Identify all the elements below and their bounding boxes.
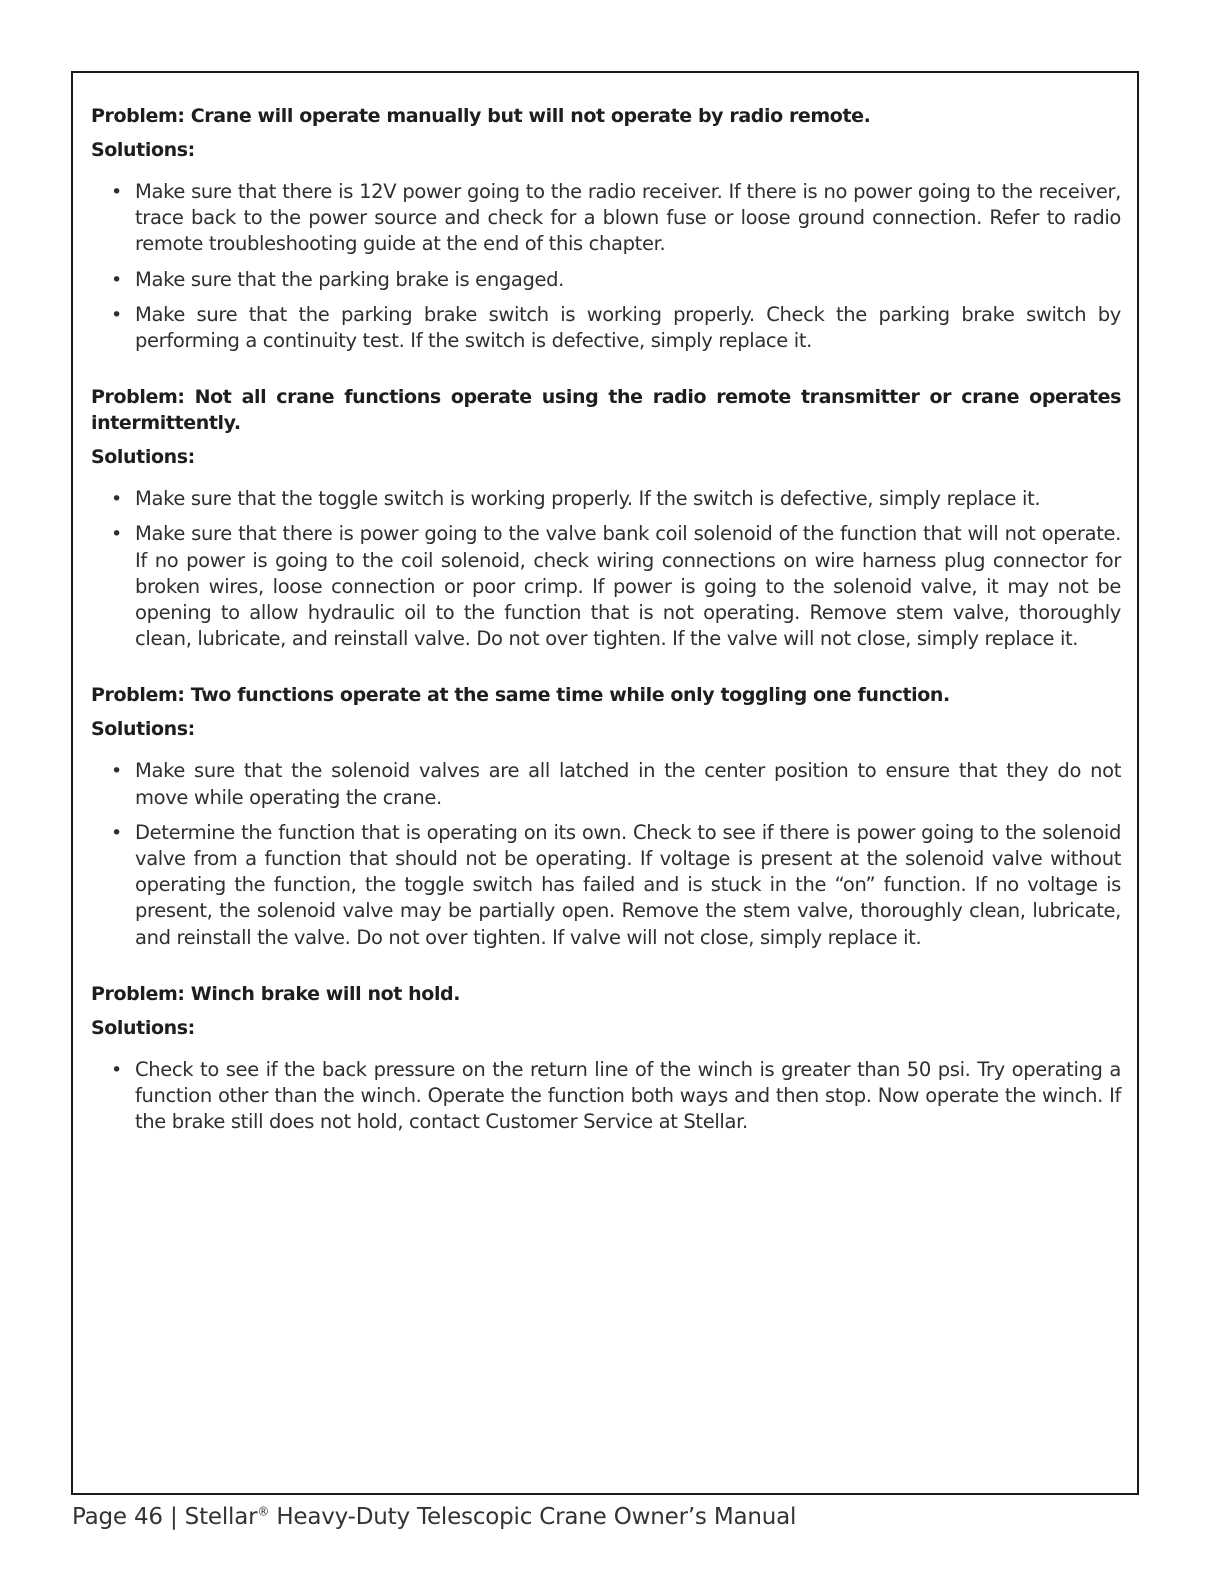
list-item bbox=[91, 302, 1121, 354]
solutions-list bbox=[91, 758, 1121, 950]
bullet-icon: • bbox=[111, 488, 122, 511]
bullet-icon: • bbox=[111, 760, 122, 783]
solutions-label: Solutions: bbox=[91, 139, 195, 161]
problem-section-1 bbox=[91, 103, 1121, 354]
list-item-text: Make sure that the parking brake switch is working properly. Check the parking brake switch by performing a continuity test. If the switch is defective, simply replace it. bbox=[135, 302, 1121, 353]
footer-separator: | bbox=[169, 1504, 178, 1530]
solutions-label: Solutions: bbox=[91, 718, 195, 741]
problem-heading: Problem: Winch brake will not hold. bbox=[91, 982, 461, 1005]
bullet-icon: • bbox=[111, 523, 122, 546]
list-item bbox=[91, 486, 1121, 512]
solutions-label: Solutions: bbox=[91, 446, 195, 469]
solutions-label: Solutions: bbox=[91, 1016, 195, 1039]
brand-name: Stellar bbox=[184, 1504, 258, 1530]
list-item bbox=[91, 267, 1121, 293]
bullet-icon: • bbox=[111, 821, 122, 844]
problem-heading: Problem: Crane will operate manually but will not operate by radio remote. bbox=[91, 105, 871, 127]
list-item-text: Make sure that the solenoid valves are all latched in the center position to ensure that they do not move while operating the crane. bbox=[135, 759, 1121, 809]
bullet-icon: • bbox=[111, 268, 122, 291]
page-footer bbox=[72, 1504, 796, 1530]
list-item-text: Make sure that there is power going to the valve bank coil solenoid of the function that will not operate. If no power is going to the coil solenoid, check wiring connections on wire harness plug connector for broken wires, loose connection or poor crimp. If power is going to the solenoid valve, it may not be opening to allow hydraulic oil to the function that is not operating. Remove stem valve, thoroughly clean, lubricate, and reinstall valve. Do not over tighten. If the valve will not close, simply replace it. bbox=[135, 522, 1121, 651]
manual-title: Heavy-Duty Telescopic Crane Owner’s Manual bbox=[276, 1504, 797, 1530]
bullet-icon: • bbox=[111, 181, 122, 203]
list-item bbox=[91, 820, 1121, 951]
problem-section-3 bbox=[91, 682, 1121, 950]
list-item-text: Check to see if the back pressure on the return line of the winch is greater than 50 psi. Try operating a function other than the winch. Operate the function both ways and then stop. Now operate the winch. If the brake still does not hold, contact Customer Service at Stellar. bbox=[135, 1057, 1121, 1134]
problem-section-2 bbox=[91, 384, 1121, 652]
problem-heading: Problem: Not all crane functions operate using the radio remote transmitter or crane operates intermittently. bbox=[91, 386, 1121, 435]
registered-mark: ® bbox=[257, 1504, 270, 1519]
list-item-text: Determine the function that is operating on its own. Check to see if there is power going to the solenoid valve from a function that should not be operating. If voltage is present at the solenoid valve without operating the function, the toggle switch has failed and is stuck in the “on” function. If no voltage is present, the solenoid valve may be partially open. Remove the stem valve, thoroughly clean, lubricate, and reinstall the valve. Do not over tighten. If valve will not close, simply replace it. bbox=[135, 820, 1121, 949]
list-item bbox=[91, 521, 1121, 652]
page-number: Page 46 bbox=[72, 1504, 163, 1530]
troubleshooting-content bbox=[91, 103, 1121, 1165]
list-item bbox=[91, 179, 1121, 258]
bullet-icon: • bbox=[111, 303, 122, 326]
solutions-list bbox=[91, 486, 1121, 652]
problem-section-4 bbox=[91, 981, 1121, 1136]
list-item-text: Make sure that the parking brake is engaged. bbox=[135, 267, 565, 291]
solutions-list bbox=[91, 179, 1121, 354]
list-item bbox=[91, 758, 1121, 810]
list-item-text: Make sure that there is 12V power going to the radio receiver. If there is no power going to the receiver, trace back to the power source and check for a blown fuse or loose ground connection. Refer to radio remote troubleshooting guide at the end of this chapter. bbox=[135, 180, 1121, 256]
list-item bbox=[91, 1057, 1121, 1136]
solutions-list bbox=[91, 1057, 1121, 1136]
list-item-text: Make sure that the toggle switch is working properly. If the switch is defective, simply replace it. bbox=[135, 487, 1041, 511]
problem-heading: Problem: Two functions operate at the same time while only toggling one function. bbox=[91, 684, 950, 707]
bullet-icon: • bbox=[111, 1058, 122, 1081]
